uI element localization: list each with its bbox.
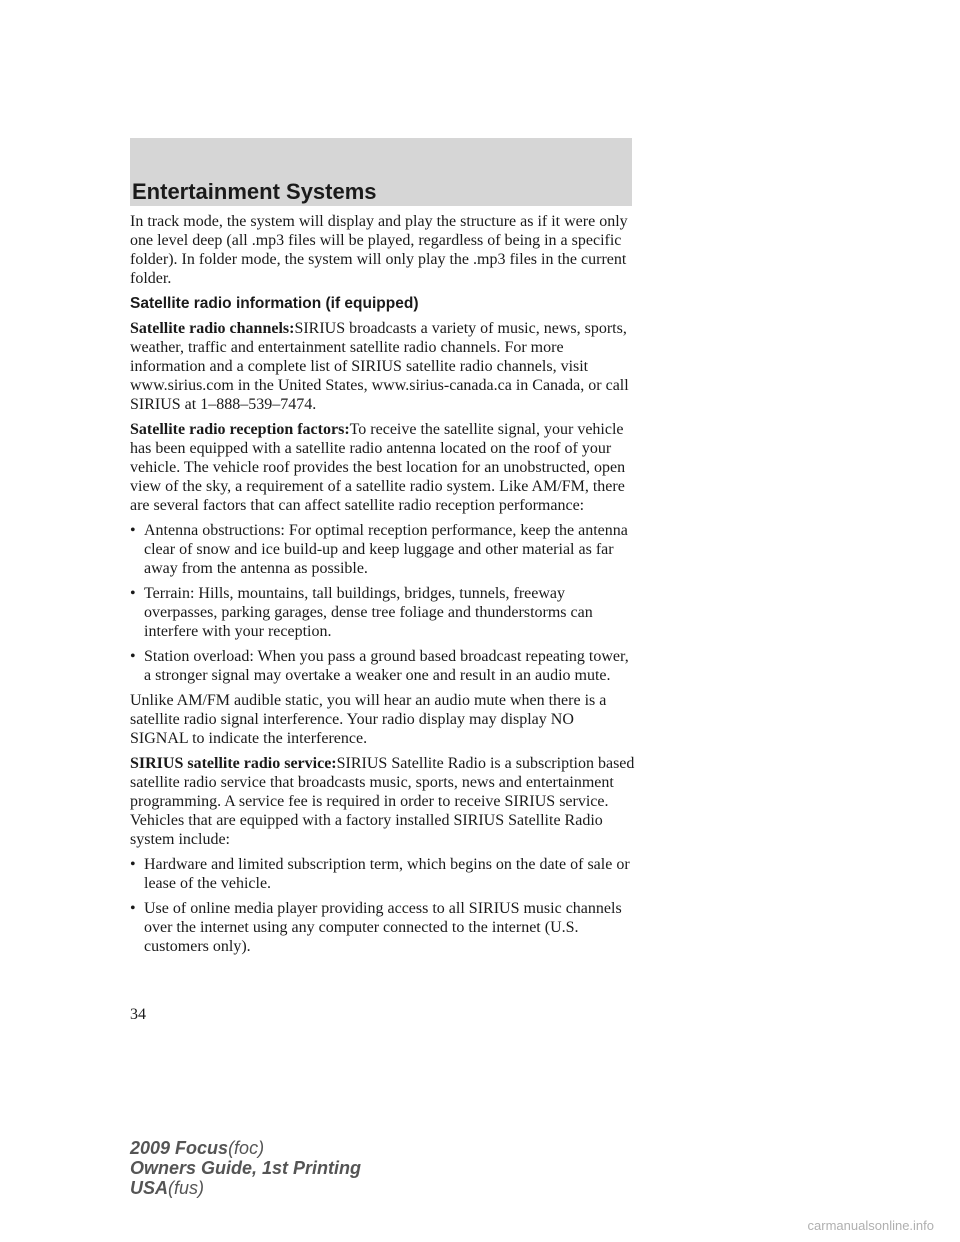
- static-paragraph: Unlike AM/FM audible static, you will hear an audio mute when there is a satellite radio signal interference. Your radio display may display NO SIGNAL to indicate the interference.: [130, 692, 607, 747]
- footer-model: 2009 Focus: [130, 1138, 229, 1158]
- reception-factors-list: [130, 521, 635, 685]
- list-item-text: Terrain: Hills, mountains, tall buildings, bridges, tunnels, freeway overpasses, parking garages, dense tree foliage and thunderstorms can interfere with your reception.: [144, 585, 593, 640]
- reception-term: Satellite radio reception factors:: [130, 421, 350, 438]
- bullet-icon: •: [130, 900, 136, 917]
- footer-region: USA: [130, 1178, 169, 1198]
- document-footer: [130, 1138, 361, 1198]
- bullet-icon: •: [130, 522, 136, 539]
- page-number: 34: [130, 1006, 146, 1023]
- bullet-icon: •: [130, 648, 136, 665]
- channels-paragraph: [130, 319, 635, 414]
- list-item-text: Hardware and limited subscription term, which begins on the date of sale or lease of the vehicle.: [144, 856, 630, 892]
- list-item-text: Station overload: When you pass a ground based broadcast repeating tower, a stronger signal may overtake a weaker one and result in an audio mute.: [144, 648, 629, 684]
- channels-term: Satellite radio channels:: [130, 320, 295, 337]
- list-item-text: Use of online media player providing access to all SIRIUS music channels over the internet using any computer connected to the internet (U.S. customers only).: [144, 900, 622, 955]
- channels-text: SIRIUS broadcasts a variety of music, news, sports, weather, traffic and entertainment satellite radio channels. For more information and a complete list of SIRIUS satellite radio channels, visit www.sirius.com in the United States, www.sirius-canada.ca in Canada, or call SIRIUS at 1–888–539–7474.: [130, 320, 629, 413]
- list-item: [130, 584, 635, 641]
- service-term: SIRIUS satellite radio service:: [130, 755, 337, 772]
- list-item: [130, 899, 635, 956]
- bullet-icon: •: [130, 856, 136, 873]
- list-item: [130, 855, 635, 893]
- service-text: SIRIUS Satellite Radio is a subscription based satellite radio service that broadcasts music, sports, news and entertainment programming. A service fee is required in order to receive SIRIUS service. Vehicles that are equipped with a factory installed SIRIUS Satellite Radio system include:: [130, 755, 635, 848]
- section-title: Entertainment Systems: [132, 179, 377, 204]
- intro-paragraph: In track mode, the system will display and play the structure as if it were only one level deep (all .mp3 files will be played, regardless of being in a specific folder). In folder mode, the system will only play the .mp3 files in the current folder.: [130, 213, 628, 287]
- service-includes-list: [130, 855, 635, 956]
- footer-model-code: (foc): [228, 1138, 265, 1158]
- list-item-text: Antenna obstructions: For optimal reception performance, keep the antenna clear of snow and ice build-up and keep luggage and other material as far away from the antenna as possible.: [144, 522, 628, 577]
- list-item: [130, 521, 635, 578]
- footer-line-3: [130, 1178, 361, 1198]
- footer-line-1: [130, 1138, 361, 1158]
- bullet-icon: •: [130, 585, 136, 602]
- reception-paragraph: [130, 420, 635, 515]
- footer-line-2: Owners Guide, 1st Printing: [130, 1158, 362, 1178]
- watermark: carmanualsonline.info: [807, 1218, 934, 1233]
- footer-region-code: (fus): [168, 1178, 205, 1198]
- satellite-subheading: Satellite radio information (if equipped): [130, 295, 419, 312]
- reception-text: To receive the satellite signal, your vehicle has been equipped with a satellite radio antenna located on the roof of your vehicle. The vehicle roof provides the best location for an unobstructed, open view of the sky, a requirement of a satellite radio system. Like AM/FM, there are several factors that can affect satellite radio reception performance:: [130, 421, 626, 514]
- page-content: [130, 212, 635, 962]
- service-paragraph: [130, 754, 635, 849]
- list-item: [130, 647, 635, 685]
